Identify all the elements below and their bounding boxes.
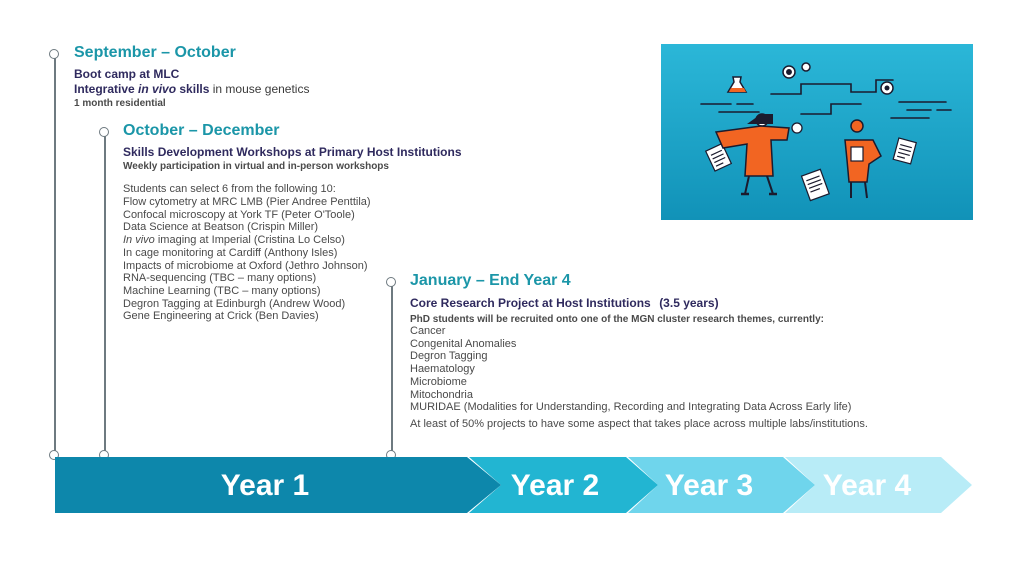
year-label-3: Year 3 bbox=[664, 469, 754, 502]
phase3-intro: PhD students will be recruited onto one of the MGN cluster research themes, currently: bbox=[410, 314, 824, 325]
year-label-2: Year 2 bbox=[510, 469, 600, 502]
phase1-residential: 1 month residential bbox=[74, 98, 166, 109]
phase1-details bbox=[74, 67, 309, 110]
phase3-heading-row bbox=[410, 294, 719, 312]
phase1-bootcamp: Boot camp at MLC bbox=[74, 67, 180, 81]
list-item: In cage monitoring at Cardiff (Anthony Isles) bbox=[123, 246, 338, 259]
list-item: Congenital Anomalies bbox=[410, 337, 517, 350]
phase3-duration: (3.5 years) bbox=[659, 296, 719, 310]
list-item: RNA-sequencing (TBC – many options) bbox=[123, 272, 317, 285]
list-item: Cancer bbox=[410, 325, 446, 337]
phase2-subheading: Weekly participation in virtual and in-person workshops bbox=[123, 161, 389, 172]
phase3-theme-list bbox=[410, 325, 851, 414]
timeline-dot-phase2-top bbox=[99, 127, 109, 137]
list-item: Machine Learning (TBC – many options) bbox=[123, 284, 321, 297]
list-item: Mitochondria bbox=[410, 388, 473, 401]
list-item: Impacts of microbiome at Oxford (Jethro Johnson) bbox=[123, 259, 368, 272]
list-item bbox=[123, 234, 371, 247]
list-item: Degron Tagging at Edinburgh (Andrew Wood) bbox=[123, 297, 346, 310]
timeline-dot-phase3-top bbox=[386, 277, 396, 287]
phase2-title: October – December bbox=[123, 122, 280, 139]
list-item: Microbiome bbox=[410, 375, 467, 388]
list-item: Gene Engineering at Crick (Ben Davies) bbox=[123, 310, 319, 323]
list-item-text: imaging at Imperial (Cristina Lo Celso) bbox=[157, 234, 345, 247]
phase2-intro: Students can select 6 from the following 10: bbox=[123, 183, 336, 195]
phase2-workshop-list bbox=[123, 196, 371, 323]
list-item: Confocal microscopy at York TF (Peter O'Toole) bbox=[123, 208, 355, 221]
phase3-title: January – End Year 4 bbox=[410, 272, 571, 289]
phase1-skills bbox=[74, 82, 309, 97]
list-item: MURIDAE (Modalities for Understanding, Recording and Integrating Data Across Early life) bbox=[410, 401, 852, 414]
year-label-4: Year 4 bbox=[822, 469, 912, 502]
timeline-dot-phase1-top bbox=[49, 49, 59, 59]
year-label-1: Year 1 bbox=[220, 469, 310, 502]
phase3-note: At least of 50% projects to have some aspect that takes place across multiple labs/institutions. bbox=[410, 418, 868, 430]
list-item-italic: In vivo bbox=[123, 234, 155, 247]
timeline-line-phase1 bbox=[54, 55, 56, 456]
phase2-details bbox=[123, 145, 462, 173]
list-item: Haematology bbox=[410, 363, 475, 376]
phase1-title: September – October bbox=[74, 44, 236, 61]
phase2-heading: Skills Development Workshops at Primary Host Institutions bbox=[123, 145, 462, 159]
phase1-skills-c: skills bbox=[176, 82, 210, 96]
phase1-skills-italic: in vivo bbox=[138, 82, 177, 96]
list-item: Degron Tagging bbox=[410, 350, 488, 363]
list-item: Flow cytometry at MRC LMB (Pier Andree Penttila) bbox=[123, 196, 371, 208]
phase1-skills-a: Integrative bbox=[74, 82, 139, 96]
timeline-line-phase2 bbox=[104, 133, 106, 456]
phase1-skills-d: in mouse genetics bbox=[209, 82, 310, 96]
list-item: Data Science at Beatson (Crispin Miller) bbox=[123, 221, 319, 234]
phase3-heading: Core Research Project at Host Institutions bbox=[410, 296, 651, 310]
timeline-line-phase3 bbox=[391, 283, 393, 456]
eye-icon bbox=[881, 82, 893, 94]
researchers-illustration bbox=[661, 44, 973, 220]
